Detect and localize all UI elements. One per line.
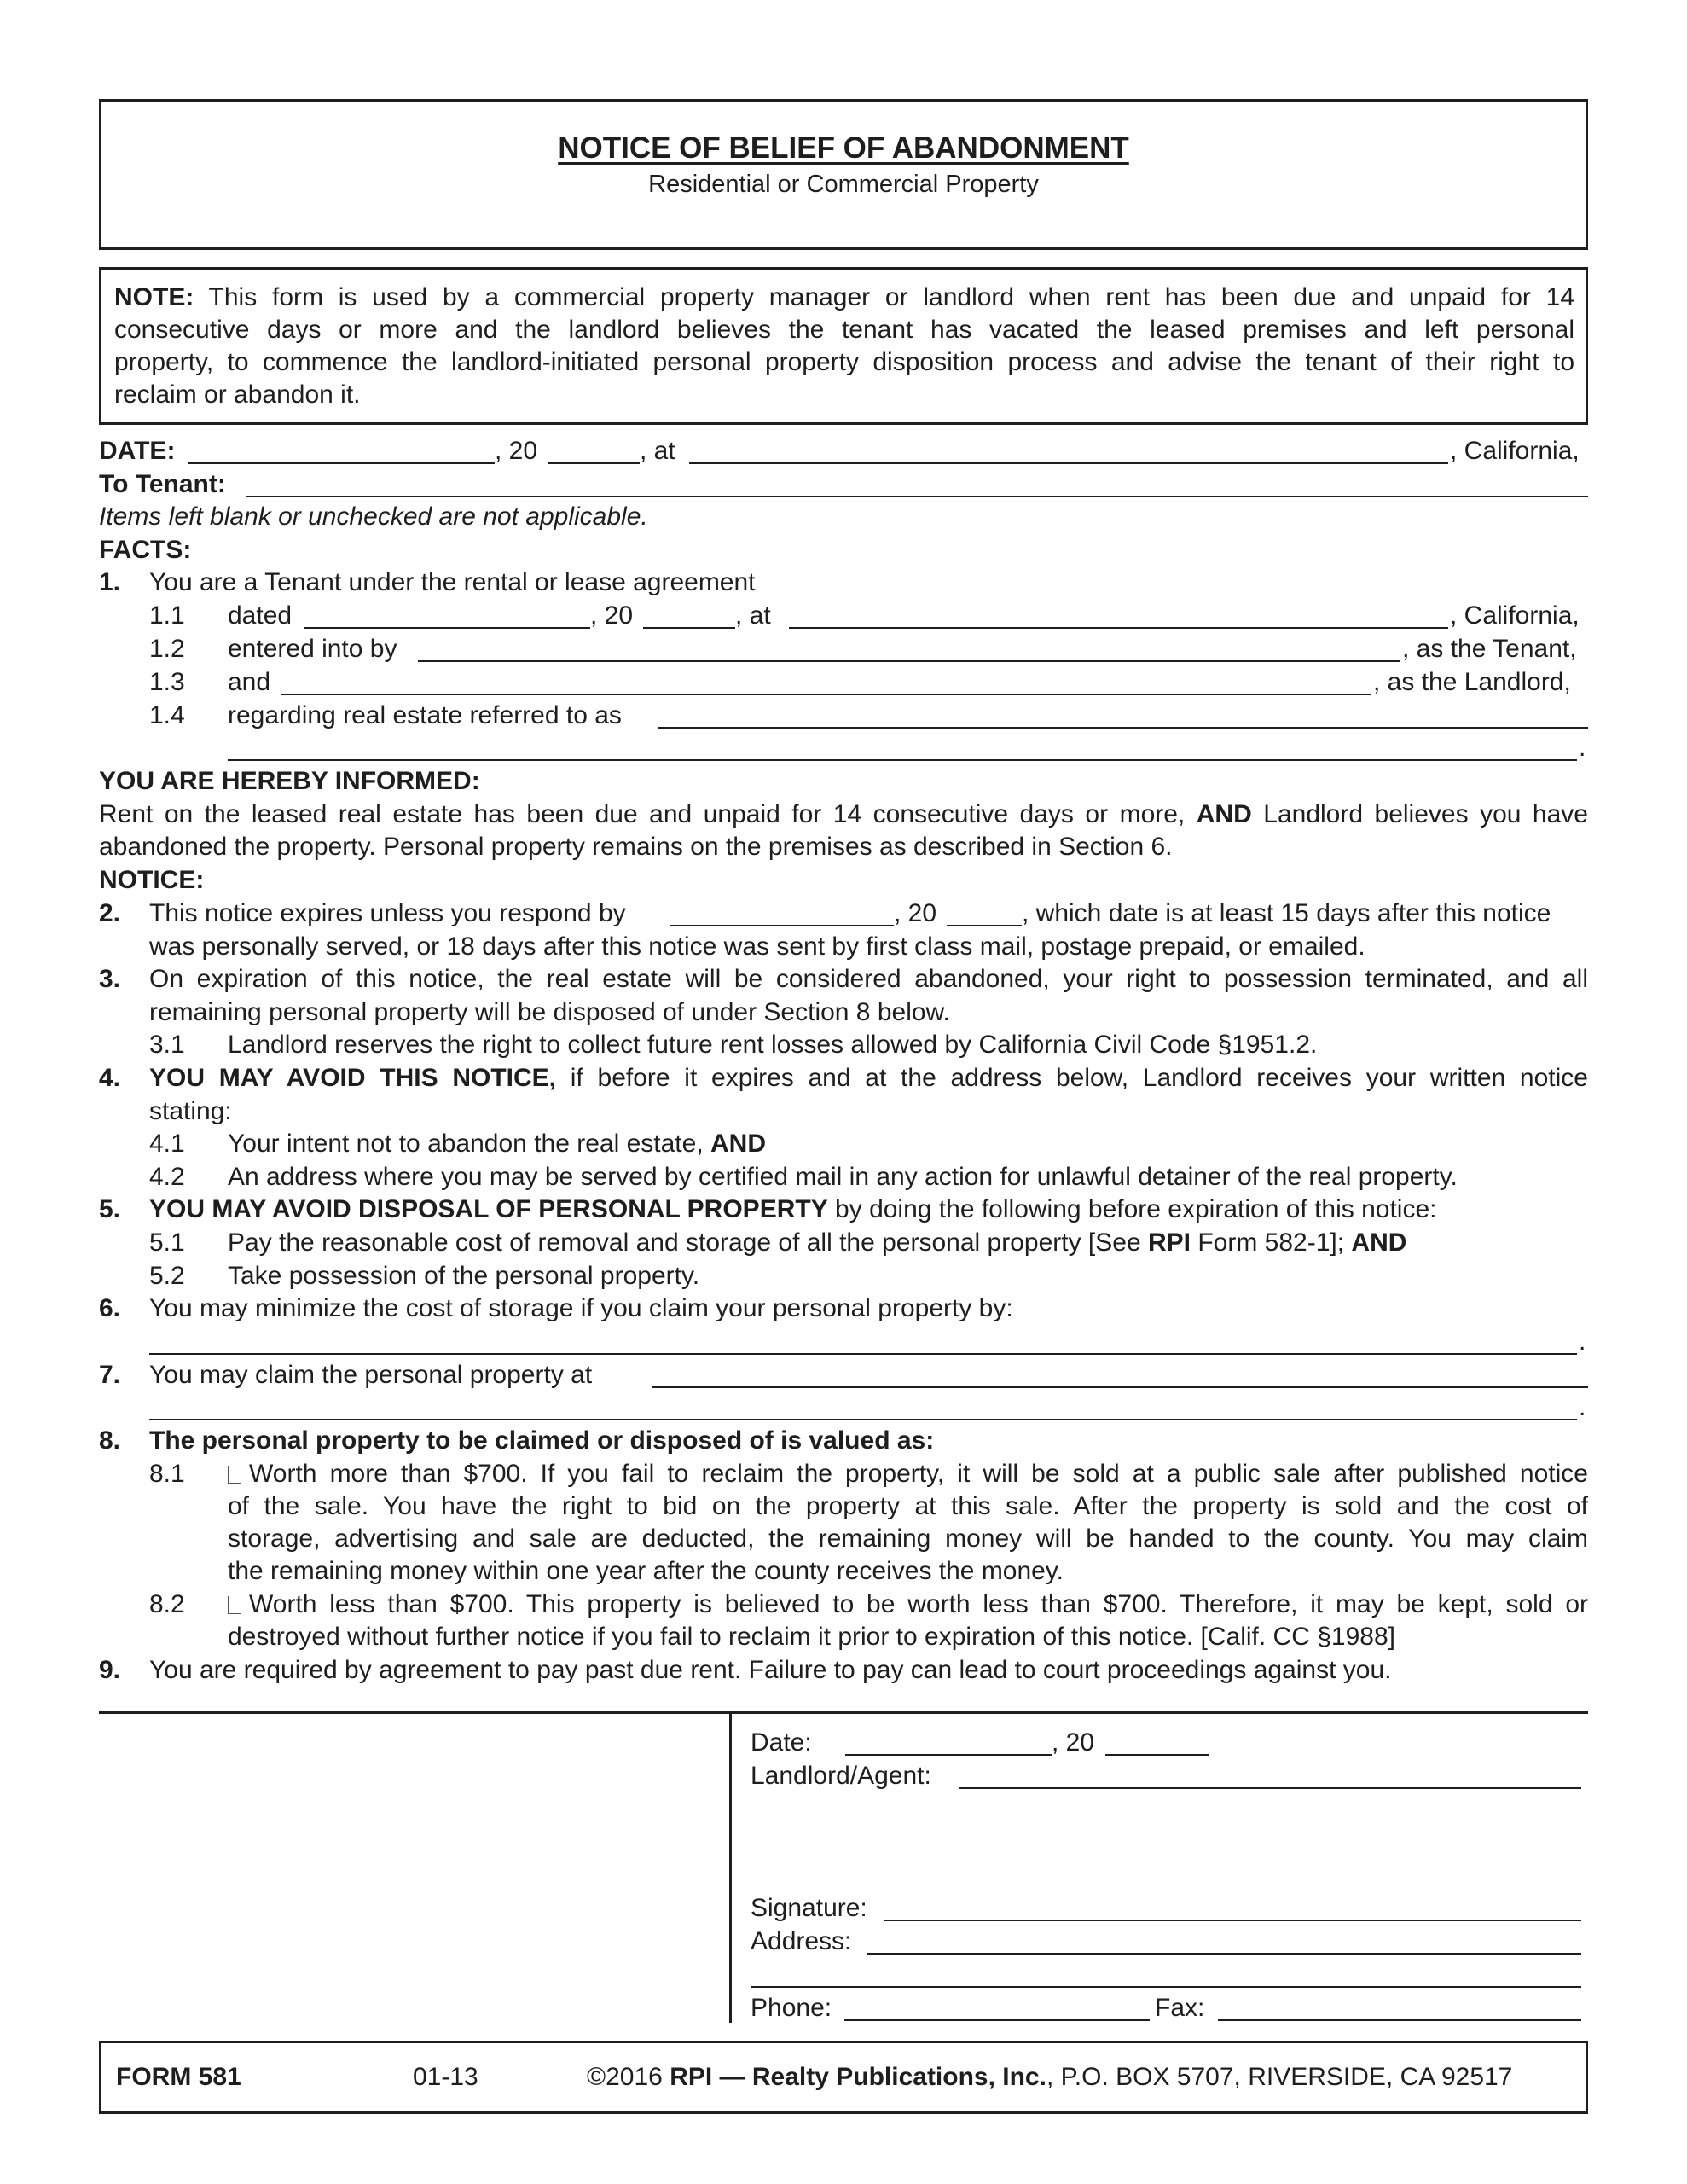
to-tenant-label: To Tenant: <box>99 470 226 498</box>
informed-line-1 <box>99 799 1588 831</box>
real-estate-period: . <box>1579 734 1586 762</box>
item-1-2-number: 1.2 <box>149 635 185 663</box>
item-5-number: 5. <box>99 1195 121 1223</box>
item-1-1-at-label: , at <box>735 601 771 630</box>
item-8-number: 8. <box>99 1426 121 1455</box>
item-8-1-text-1: Worth more than $700. If you fail to reclaim the property, it will be sold at a public sale after published notice <box>249 1460 1588 1488</box>
item-8-2-line-2: destroyed without further notice if you fail to reclaim it prior to expiration of this notice. [Calif. CC §1988] <box>228 1623 1395 1651</box>
item-8-1-line-4: the remaining money within one year after the county receives the money. <box>228 1557 1064 1585</box>
item-1-number: 1. <box>99 568 121 596</box>
address-field-2[interactable] <box>751 1986 1581 1988</box>
footer-address: , P.O. BOX 5707, RIVERSIDE, CA 92517 <box>1046 2063 1513 2091</box>
landlord-party-field[interactable] <box>281 694 1371 695</box>
date-year-field[interactable] <box>548 462 640 464</box>
phone-label: Phone: <box>751 1994 832 2022</box>
note-label: NOTE: <box>114 283 194 311</box>
respond-by-date-field[interactable] <box>670 925 894 926</box>
fax-field[interactable] <box>1218 2019 1581 2021</box>
item-4-1-text <box>228 1128 766 1160</box>
item-1-2-suffix: , as the Tenant, <box>1402 635 1577 663</box>
form-revision: 01-13 <box>413 2063 478 2091</box>
storage-claim-field[interactable] <box>149 1353 1577 1355</box>
real-estate-field-1[interactable] <box>658 727 1588 729</box>
item-7-number: 7. <box>99 1361 121 1389</box>
agreement-city-field[interactable] <box>789 627 1448 629</box>
real-estate-field-2[interactable] <box>228 759 1577 761</box>
item-3-line-2: remaining personal property will be disposed of under Section 8 below. <box>149 998 950 1026</box>
informed-and: AND <box>1196 800 1252 828</box>
item-8-1-number: 8.1 <box>149 1460 185 1488</box>
item-8-2-number: 8.2 <box>149 1590 185 1618</box>
item-5-1-body: Pay the reasonable cost of removal and storage of all the personal property [See <box>228 1228 1141 1257</box>
date-state-suffix: , California, <box>1450 437 1580 465</box>
item-1-1-year-prefix: , 20 <box>590 601 634 630</box>
address-label: Address: <box>751 1927 852 1955</box>
form-title: NOTICE OF BELIEF OF ABANDONMENT <box>558 131 1129 165</box>
item-5-2-text: Take possession of the personal property. <box>228 1262 700 1290</box>
item-6-text: You may minimize the cost of storage if you claim your personal property by: <box>149 1294 1013 1322</box>
item-8-1-line-3: storage, advertising and sale are deducted, the remaining money will be handed to the county. You may claim <box>228 1525 1588 1553</box>
item-4-1-number: 4.1 <box>149 1130 185 1158</box>
item-4-bold: YOU MAY AVOID THIS NOTICE, <box>149 1064 557 1092</box>
item-5-text: by doing the following before expiration of this notice: <box>835 1195 1437 1223</box>
item-1-3-suffix: , as the Landlord, <box>1373 668 1571 696</box>
signature-top-rule <box>99 1711 1588 1714</box>
item-7-text: You may claim the personal property at <box>149 1361 593 1389</box>
sig-date-label: Date: <box>751 1728 812 1757</box>
item-5-1-and: AND <box>1351 1228 1407 1257</box>
item-9-number: 9. <box>99 1656 121 1684</box>
date-year-prefix: , 20 <box>495 437 538 465</box>
note-line-4: reclaim or abandon it. <box>114 380 361 409</box>
item-4-2-text: An address where you may be served by certified mail in any action for unlawful detainer of the real property. <box>228 1163 1458 1191</box>
item-4-1-and: AND <box>710 1130 766 1158</box>
respond-by-year-field[interactable] <box>947 925 1022 926</box>
item-1-3-label: and <box>228 668 271 696</box>
phone-field[interactable] <box>844 2019 1150 2021</box>
tenant-name-field[interactable] <box>246 496 1588 497</box>
item-5-1-rpi: RPI <box>1147 1228 1191 1257</box>
item-2-text-b: , which date is at least 15 days after this notice <box>1022 899 1551 927</box>
notice-heading: NOTICE: <box>99 866 205 894</box>
claim-location-field-1[interactable] <box>652 1386 1588 1388</box>
item-1-1-state-suffix: , California, <box>1450 601 1580 630</box>
item-4-1-body: Your intent not to abandon the real estate, <box>228 1130 704 1158</box>
item-4-line-1 <box>149 1062 1588 1095</box>
item-1-1-number: 1.1 <box>149 601 185 630</box>
informed-text-a: Rent on the leased real estate has been due and unpaid for 14 consecutive days or more, <box>99 800 1186 828</box>
item-8-1-line-2: of the sale. You have the right to bid on the property at this sale. After the property is sold and the cost of <box>228 1492 1588 1520</box>
item-5-line-1 <box>149 1194 1437 1226</box>
note-line-1 <box>114 282 1574 314</box>
item-2-number: 2. <box>99 899 121 927</box>
date-field[interactable] <box>188 462 495 464</box>
date-city-field[interactable] <box>689 462 1448 464</box>
landlord-agent-field[interactable] <box>959 1787 1581 1789</box>
item-6-period: . <box>1579 1327 1586 1356</box>
item-5-bold: YOU MAY AVOID DISPOSAL OF PERSONAL PROPERTY <box>149 1195 828 1223</box>
item-4-text: if before it expires and at the address below, Landlord receives your written notice <box>570 1064 1588 1092</box>
item-8-2-line-1 <box>228 1589 1588 1621</box>
item-4-line-2: stating: <box>149 1097 232 1125</box>
worth-more-checkbox[interactable] <box>228 1466 241 1484</box>
item-1-3-number: 1.3 <box>149 668 185 696</box>
item-7-period: . <box>1579 1393 1586 1421</box>
item-4-2-number: 4.2 <box>149 1163 185 1191</box>
item-2-year-prefix: , 20 <box>894 899 937 927</box>
agreement-date-field[interactable] <box>304 627 590 629</box>
date-at-label: , at <box>640 437 675 465</box>
worth-less-checkbox[interactable] <box>228 1596 241 1614</box>
signature-divider <box>729 1711 732 2023</box>
signature-field[interactable] <box>884 1920 1581 1921</box>
item-6-number: 6. <box>99 1294 121 1322</box>
form-subtitle: Residential or Commercial Property <box>648 171 1039 198</box>
sig-year-field[interactable] <box>1105 1754 1209 1756</box>
note-text: This form is used by a commercial property manager or landlord when rent has been due and unpaid for 14 <box>208 283 1574 311</box>
informed-line-2: abandoned the property. Personal property remains on the premises as described in Section 6. <box>99 833 1173 861</box>
fax-label: Fax: <box>1155 1994 1205 2022</box>
address-field-1[interactable] <box>867 1953 1581 1955</box>
note-line-3: property, to commence the landlord-initiated personal property disposition process and advise the tenant of their right to <box>114 348 1574 376</box>
item-9-text: You are required by agreement to pay past due rent. Failure to pay can lead to court proceedings against you. <box>149 1656 1392 1684</box>
item-1-1-label: dated <box>228 601 293 630</box>
sig-year-prefix: , 20 <box>1052 1728 1095 1757</box>
item-3-1-number: 3.1 <box>149 1031 185 1059</box>
item-2-text-a: This notice expires unless you respond by <box>149 899 626 927</box>
tenant-party-field[interactable] <box>418 660 1400 662</box>
item-8-2-text-1: Worth less than $700. This property is believed to be worth less than $700. Therefore, it may be kept, sold or <box>249 1590 1588 1618</box>
signature-label: Signature: <box>751 1894 867 1922</box>
item-3-1-text: Landlord reserves the right to collect future rent losses allowed by California Civil Code §1951.2. <box>228 1031 1318 1059</box>
footer-publisher: RPI — Realty Publications, Inc. <box>670 2063 1046 2091</box>
item-1-2-label: entered into by <box>228 635 397 663</box>
item-1-4-number: 1.4 <box>149 701 185 729</box>
item-5-1-form: Form 582-1]; <box>1197 1228 1345 1257</box>
item-3-number: 3. <box>99 965 121 993</box>
blank-note: Items left blank or unchecked are not applicable. <box>99 502 648 531</box>
sig-date-field[interactable] <box>845 1754 1052 1756</box>
form-number: FORM 581 <box>116 2063 241 2091</box>
note-line-2: consecutive days or more and the landlord believes the tenant has vacated the leased premises and left personal <box>114 316 1574 344</box>
informed-text-b: Landlord believes you have <box>1263 800 1588 828</box>
footer-copyright-line <box>587 2061 1512 2094</box>
item-1-text: You are a Tenant under the rental or lease agreement <box>149 568 756 596</box>
claim-location-field-2[interactable] <box>149 1419 1577 1420</box>
item-5-1-text <box>228 1227 1406 1259</box>
item-8-1-line-1 <box>228 1458 1588 1490</box>
item-8-text: The personal property to be claimed or disposed of is valued as: <box>149 1426 935 1455</box>
item-4-number: 4. <box>99 1064 121 1092</box>
item-5-1-number: 5.1 <box>149 1228 185 1257</box>
item-5-2-number: 5.2 <box>149 1262 185 1290</box>
item-2-line-2: was personally served, or 18 days after this notice was sent by first class mail, postage prepaid, or emailed. <box>149 932 1365 961</box>
date-label: DATE: <box>99 437 176 465</box>
informed-heading: YOU ARE HEREBY INFORMED: <box>99 767 480 795</box>
footer-copyright: ©2016 <box>587 2063 663 2091</box>
item-1-4-label: regarding real estate referred to as <box>228 701 622 729</box>
landlord-agent-label: Landlord/Agent: <box>751 1762 931 1790</box>
item-3-line-1: On expiration of this notice, the real estate will be considered abandoned, your right to possession terminated, and all <box>149 965 1588 993</box>
agreement-year-field[interactable] <box>643 627 735 629</box>
facts-heading: FACTS: <box>99 536 192 564</box>
